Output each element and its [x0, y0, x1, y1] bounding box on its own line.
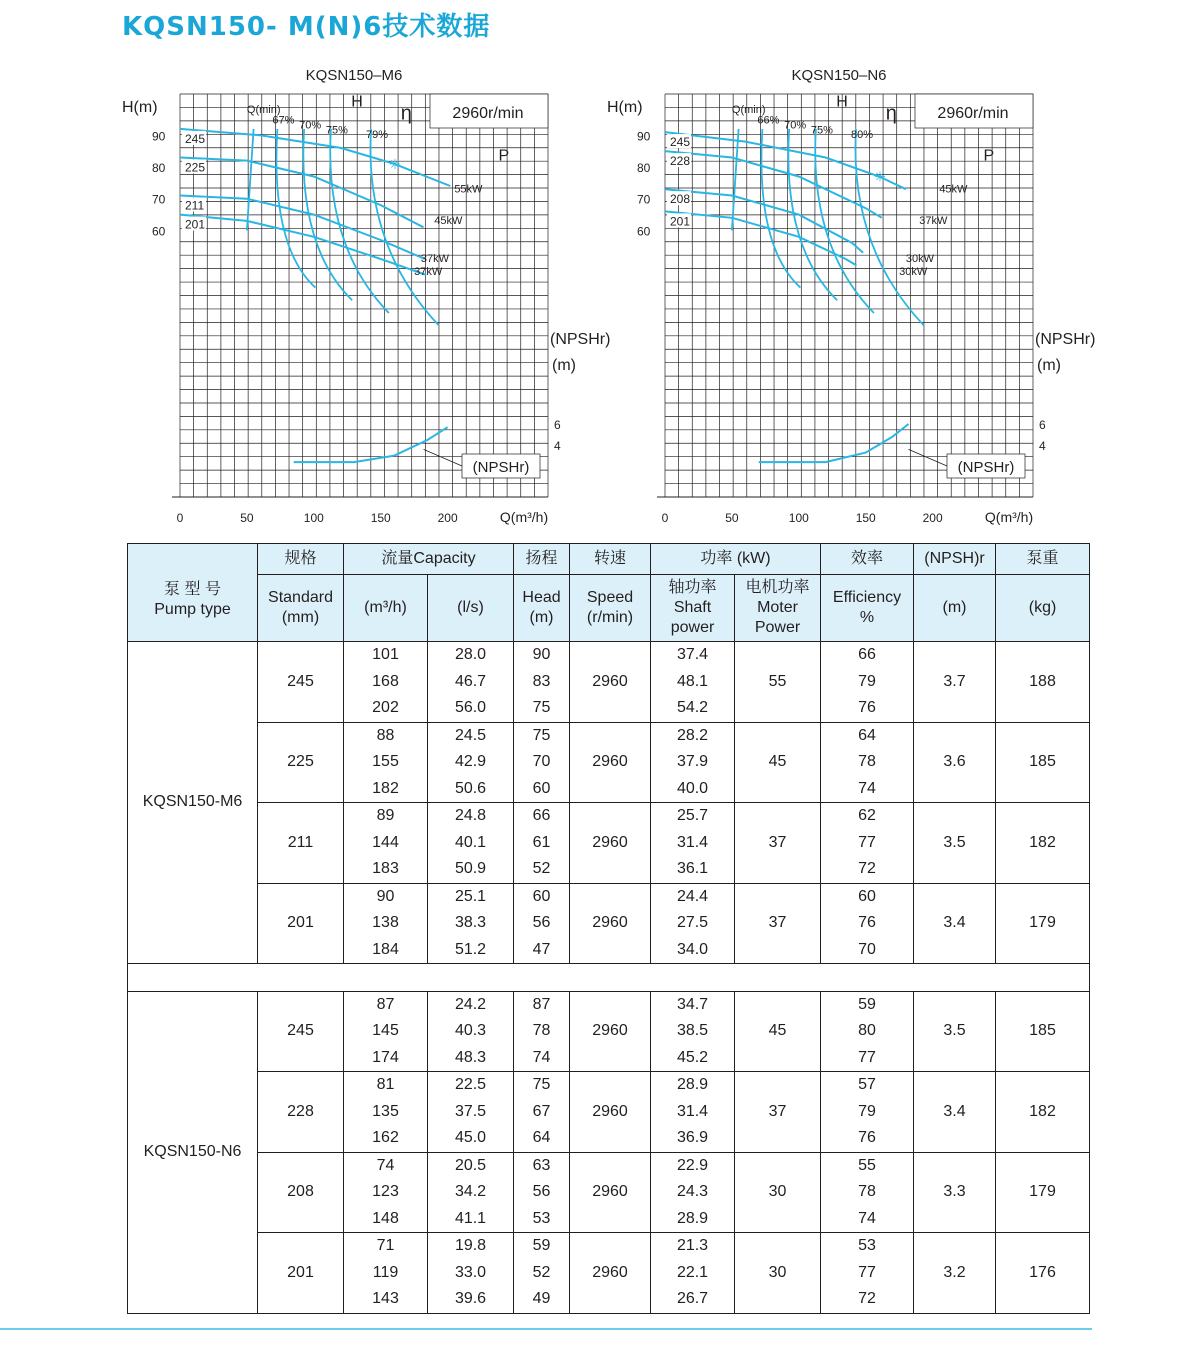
shaft-power-cell: 36.1	[651, 856, 735, 883]
capacity-m3-cell: 101	[344, 642, 428, 669]
capacity-ls-cell: 33.0	[428, 1260, 514, 1287]
capacity-m3-cell: 144	[344, 830, 428, 857]
capacity-m3-cell: 119	[344, 1260, 428, 1287]
head-cell: 52	[514, 856, 570, 883]
chart-1-power-label: 37kW	[919, 215, 948, 228]
header-row-1	[128, 544, 1090, 575]
npsh-cell: 3.2	[914, 1233, 996, 1314]
npsh-cell: 3.7	[914, 642, 996, 723]
shaft-power-cell: 48.1	[651, 669, 735, 696]
group-separator	[128, 964, 1090, 992]
chart-0-y-tick-label: 80	[152, 160, 166, 175]
model-cell: KQSN150-N6	[128, 991, 258, 1313]
standard-cell: 245	[258, 642, 344, 723]
header-npsh: (NPSH)r	[914, 544, 996, 575]
header-speed-en: Speed	[586, 589, 634, 606]
header-row-2	[128, 575, 1090, 642]
header-shaft-en2: power	[670, 619, 715, 636]
standard-cell: 208	[258, 1152, 344, 1233]
head-cell: 59	[514, 1233, 570, 1260]
head-cell: 83	[514, 669, 570, 696]
capacity-ls-cell: 39.6	[428, 1286, 514, 1313]
efficiency-cell: 77	[821, 830, 914, 857]
capacity-m3-cell: 90	[344, 883, 428, 910]
chart-1-y2-tick-label: 6	[1039, 418, 1046, 432]
weight-cell: 182	[996, 1072, 1090, 1153]
efficiency-cell: 72	[821, 1286, 914, 1313]
efficiency-cell: 72	[821, 856, 914, 883]
chart-0-speed-label: 2960r/min	[452, 105, 524, 122]
capacity-ls-cell: 41.1	[428, 1206, 514, 1233]
head-cell: 60	[514, 776, 570, 803]
header-speed-unit: (r/min)	[586, 609, 634, 626]
capacity-ls-cell: 34.2	[428, 1179, 514, 1206]
chart-0-curve-label: 225	[185, 160, 206, 175]
efficiency-cell: 76	[821, 1125, 914, 1152]
capacity-ls-cell: 42.9	[428, 749, 514, 776]
chart-0-efficiency-label: 75%	[325, 124, 348, 137]
motor-power-cell: 45	[735, 722, 821, 803]
chart-1-efficiency-arc	[761, 129, 800, 288]
chart-0-efficiency-arc	[370, 129, 439, 326]
footer-divider	[0, 1328, 1092, 1330]
efficiency-cell: 53	[821, 1233, 914, 1260]
shaft-power-cell: 27.5	[651, 910, 735, 937]
chart-1-efficiency-label: 75%	[810, 124, 833, 137]
shaft-power-cell: 22.1	[651, 1260, 735, 1287]
header-standard-unit: (mm)	[281, 609, 320, 626]
capacity-ls-cell: 40.3	[428, 1018, 514, 1045]
speed-cell: 2960	[570, 1233, 651, 1314]
speed-cell: 2960	[570, 642, 651, 723]
header-speed	[570, 575, 651, 642]
head-cell: 64	[514, 1125, 570, 1152]
capacity-ls-cell: 24.5	[428, 722, 514, 749]
capacity-ls-cell: 50.9	[428, 856, 514, 883]
capacity-ls-cell: 24.8	[428, 803, 514, 830]
capacity-ls-cell: 38.3	[428, 910, 514, 937]
header-speed-cn: 转速	[570, 544, 651, 575]
standard-cell: 201	[258, 1233, 344, 1314]
speed-cell: 2960	[570, 1072, 651, 1153]
capacity-m3-cell: 148	[344, 1206, 428, 1233]
chart-1-efficiency-label: 70%	[784, 119, 807, 132]
model-cell: KQSN150-M6	[128, 642, 258, 964]
capacity-ls-cell: 24.2	[428, 991, 514, 1018]
head-cell: 56	[514, 1179, 570, 1206]
table-row	[128, 642, 1090, 669]
capacity-m3-cell: 135	[344, 1099, 428, 1126]
efficiency-cell: 77	[821, 1045, 914, 1072]
chart-1-curve-label: 201	[670, 214, 691, 229]
head-cell: 67	[514, 1099, 570, 1126]
chart-1-efficiency-arc	[855, 129, 924, 326]
chart-0-y2-tick-label: 6	[554, 418, 561, 432]
shaft-power-cell: 28.9	[651, 1206, 735, 1233]
capacity-ls-cell: 50.6	[428, 776, 514, 803]
chart-1-y-tick-label: 60	[637, 224, 651, 239]
chart-0-power-label: 45kW	[434, 215, 463, 228]
efficiency-cell: 64	[821, 722, 914, 749]
chart-0-power-label: 37kW	[420, 253, 449, 266]
weight-cell: 179	[996, 883, 1090, 964]
chart-0-marker-h: H	[351, 93, 363, 111]
efficiency-cell: 79	[821, 1099, 914, 1126]
chart-0-marker-p: P	[498, 147, 510, 165]
shaft-power-cell: 40.0	[651, 776, 735, 803]
shaft-power-cell: 45.2	[651, 1045, 735, 1072]
capacity-m3-cell: 183	[344, 856, 428, 883]
chart-0-x-tick-label: 150	[370, 511, 391, 525]
header-standard-cn: 规格	[258, 544, 344, 575]
capacity-ls-cell: 51.2	[428, 937, 514, 964]
head-cell: 74	[514, 1045, 570, 1072]
npsh-cell: 3.5	[914, 803, 996, 884]
table-row	[128, 803, 1090, 830]
header-eff-cn: 效率	[821, 544, 914, 575]
table-body	[128, 642, 1090, 1314]
weight-cell: 179	[996, 1152, 1090, 1233]
chart-1-y-tick-label: 90	[637, 129, 651, 144]
efficiency-cell: 57	[821, 1072, 914, 1099]
head-cell: 90	[514, 642, 570, 669]
header-motor-en2: Power	[754, 619, 801, 636]
chart-0-title: KQSN150–M6	[305, 67, 403, 84]
head-cell: 87	[514, 991, 570, 1018]
capacity-ls-cell: 45.0	[428, 1125, 514, 1152]
header-pump-type	[128, 544, 258, 642]
shaft-power-cell: 37.4	[651, 642, 735, 669]
head-cell: 70	[514, 749, 570, 776]
weight-cell: 188	[996, 642, 1090, 723]
head-cell: 56	[514, 910, 570, 937]
motor-power-cell: 30	[735, 1152, 821, 1233]
header-standard-en: Standard	[268, 589, 333, 606]
header-motor-en1: Moter	[757, 599, 798, 616]
chart-1-y2label: (NPSHr)	[1035, 331, 1096, 348]
npsh-cell: 3.3	[914, 1152, 996, 1233]
motor-power-cell: 37	[735, 1072, 821, 1153]
standard-cell: 201	[258, 883, 344, 964]
chart-0-npsh-leader	[424, 449, 462, 466]
header-npsh-unit: (m)	[914, 575, 996, 642]
chart-1-y2-tick-label: 4	[1039, 439, 1046, 453]
chart-1-power-label: 30kW	[905, 253, 934, 266]
chart-1-speed-label: 2960r/min	[937, 105, 1009, 122]
chart-0-x-tick-label: 50	[240, 511, 254, 525]
capacity-m3-cell: 162	[344, 1125, 428, 1152]
capacity-m3-cell: 145	[344, 1018, 428, 1045]
capacity-ls-cell: 22.5	[428, 1072, 514, 1099]
shaft-power-cell: 37.9	[651, 749, 735, 776]
head-cell: 49	[514, 1286, 570, 1313]
table-row	[128, 1072, 1090, 1099]
efficiency-cell: 76	[821, 695, 914, 722]
chart-0-xlabel: Q(m³/h)	[499, 509, 549, 525]
header-eff-unit: %	[859, 609, 875, 626]
shaft-power-cell: 28.9	[651, 1072, 735, 1099]
table-row	[128, 722, 1090, 749]
header-capacity-ls: (l/s)	[428, 575, 514, 642]
chart-1-marker-qmin: Q(min)	[731, 104, 766, 117]
capacity-m3-cell: 81	[344, 1072, 428, 1099]
chart-0-y-tick-label: 60	[152, 224, 166, 239]
chart-1-npsh-leader	[909, 449, 947, 466]
capacity-m3-cell: 123	[344, 1179, 428, 1206]
header-pump-type-en: Pump type	[154, 600, 231, 618]
capacity-ls-cell: 56.0	[428, 695, 514, 722]
capacity-m3-cell: 138	[344, 910, 428, 937]
chart-0-marker-npsh: (NPSHr)	[472, 459, 530, 476]
weight-cell: 185	[996, 991, 1090, 1072]
head-cell: 60	[514, 883, 570, 910]
efficiency-cell: 59	[821, 991, 914, 1018]
chart-1-bep-marker: ✳	[874, 168, 886, 185]
chart-0-y2label: (NPSHr)	[550, 331, 611, 348]
chart-0-y2-tick-label: 4	[554, 439, 561, 453]
shaft-power-cell: 31.4	[651, 1099, 735, 1126]
capacity-m3-cell: 143	[344, 1286, 428, 1313]
motor-power-cell: 55	[735, 642, 821, 723]
efficiency-cell: 62	[821, 803, 914, 830]
table-row	[128, 1152, 1090, 1179]
chart-1-x-tick-label: 100	[788, 511, 809, 525]
capacity-ls-cell: 19.8	[428, 1233, 514, 1260]
chart-1-power-label: 30kW	[899, 265, 928, 278]
chart-0-efficiency-label: 67%	[272, 114, 295, 127]
chart-0-head-curve	[180, 155, 424, 228]
efficiency-cell: 77	[821, 1260, 914, 1287]
efficiency-cell: 78	[821, 749, 914, 776]
efficiency-cell: 74	[821, 1206, 914, 1233]
head-cell: 47	[514, 937, 570, 964]
chart-1-power-label: 45kW	[939, 183, 968, 196]
standard-cell: 211	[258, 803, 344, 884]
efficiency-cell: 55	[821, 1152, 914, 1179]
header-head-cn: 扬程	[514, 544, 570, 575]
capacity-ls-cell: 20.5	[428, 1152, 514, 1179]
capacity-m3-cell: 184	[344, 937, 428, 964]
chart-1-xlabel: Q(m³/h)	[984, 509, 1034, 525]
capacity-m3-cell: 155	[344, 749, 428, 776]
capacity-m3-cell: 202	[344, 695, 428, 722]
chart-0-bep-marker: ✳	[389, 155, 401, 172]
efficiency-cell: 66	[821, 642, 914, 669]
head-cell: 61	[514, 830, 570, 857]
shaft-power-cell: 24.3	[651, 1179, 735, 1206]
header-pump-type-cn: 泵 型 号	[164, 580, 221, 598]
efficiency-cell: 70	[821, 937, 914, 964]
chart-1-curve-label: 208	[670, 192, 691, 207]
capacity-ls-cell: 25.1	[428, 883, 514, 910]
header-head-unit: (m)	[529, 609, 554, 626]
standard-cell: 245	[258, 991, 344, 1072]
chart-0-y2unit: (m)	[552, 357, 576, 374]
speed-cell: 2960	[570, 991, 651, 1072]
header-weight-unit: (kg)	[996, 575, 1090, 642]
chart-1-x-tick-label: 200	[922, 511, 943, 525]
standard-cell: 225	[258, 722, 344, 803]
shaft-power-cell: 31.4	[651, 830, 735, 857]
chart-0-y-tick-label: 70	[152, 192, 166, 207]
header-power: 功率 (kW)	[651, 544, 821, 575]
speed-cell: 2960	[570, 803, 651, 884]
motor-power-cell: 37	[735, 803, 821, 884]
chart-0-x-tick-label: 200	[437, 511, 458, 525]
header-motor	[735, 575, 821, 642]
speed-cell: 2960	[570, 1152, 651, 1233]
header-weight-cn: 泵重	[996, 544, 1090, 575]
efficiency-cell: 78	[821, 1179, 914, 1206]
shaft-power-cell: 34.0	[651, 937, 735, 964]
efficiency-cell: 76	[821, 910, 914, 937]
chart-1-curve-label: 245	[670, 135, 691, 150]
chart-0-efficiency-label: 79%	[366, 129, 389, 142]
chart-0-x-tick-label: 0	[176, 511, 184, 525]
capacity-m3-cell: 71	[344, 1233, 428, 1260]
capacity-m3-cell: 89	[344, 803, 428, 830]
capacity-m3-cell: 174	[344, 1045, 428, 1072]
header-shaft-en1: Shaft	[673, 599, 712, 616]
shaft-power-cell: 24.4	[651, 883, 735, 910]
efficiency-cell: 79	[821, 669, 914, 696]
efficiency-cell: 80	[821, 1018, 914, 1045]
chart-0-power-label: 55kW	[454, 183, 483, 196]
head-cell: 63	[514, 1152, 570, 1179]
npsh-cell: 3.4	[914, 883, 996, 964]
capacity-ls-cell: 28.0	[428, 642, 514, 669]
capacity-ls-cell: 40.1	[428, 830, 514, 857]
header-eff	[821, 575, 914, 642]
header-motor-cn: 电机功率	[745, 579, 810, 596]
speed-cell: 2960	[570, 722, 651, 803]
chart-0-y-tick-label: 90	[152, 129, 166, 144]
chart-1-x-tick-label: 150	[855, 511, 876, 525]
capacity-ls-cell: 37.5	[428, 1099, 514, 1126]
npsh-cell: 3.6	[914, 722, 996, 803]
capacity-ls-cell: 46.7	[428, 669, 514, 696]
shaft-power-cell: 28.2	[651, 722, 735, 749]
chart-0-power-label: 37kW	[414, 265, 443, 278]
header-shaft-cn: 轴功率	[668, 579, 717, 596]
shaft-power-cell: 22.9	[651, 1152, 735, 1179]
capacity-m3-cell: 74	[344, 1152, 428, 1179]
page-title: KQSN150- M(N)6技术数据	[122, 12, 491, 42]
technical-data-table	[127, 543, 1090, 1314]
capacity-m3-cell: 182	[344, 776, 428, 803]
motor-power-cell: 45	[735, 991, 821, 1072]
chart-1-marker-p: P	[983, 147, 995, 165]
header-capacity: 流量Capacity	[344, 544, 514, 575]
capacity-m3-cell: 87	[344, 991, 428, 1018]
separator-cell	[128, 964, 1090, 992]
chart-1-curve-label: 228	[670, 154, 691, 169]
table-row	[128, 883, 1090, 910]
chart-1-x-tick-label: 0	[661, 511, 669, 525]
chart-0-efficiency-arc	[276, 129, 315, 288]
chart-1-efficiency-label: 80%	[851, 129, 874, 142]
chart-1-ylabel: H(m)	[607, 99, 643, 116]
chart-1-x-tick-label: 50	[725, 511, 739, 525]
chart-1-y2unit: (m)	[1037, 357, 1061, 374]
capacity-ls-cell: 48.3	[428, 1045, 514, 1072]
shaft-power-cell: 36.9	[651, 1125, 735, 1152]
chart-0-curve-label: 245	[185, 131, 206, 146]
head-cell: 75	[514, 695, 570, 722]
motor-power-cell: 30	[735, 1233, 821, 1314]
shaft-power-cell: 38.5	[651, 1018, 735, 1045]
table-row	[128, 991, 1090, 1018]
head-cell: 75	[514, 722, 570, 749]
shaft-power-cell: 34.7	[651, 991, 735, 1018]
efficiency-cell: 74	[821, 776, 914, 803]
header-head-en: Head	[522, 589, 561, 606]
shaft-power-cell: 21.3	[651, 1233, 735, 1260]
header-capacity-m3: (m³/h)	[344, 575, 428, 642]
efficiency-cell: 60	[821, 883, 914, 910]
chart-0-x-tick-label: 100	[303, 511, 324, 525]
chart-0-efficiency-label: 70%	[299, 119, 322, 132]
chart-1-y-tick-label: 80	[637, 160, 651, 175]
shaft-power-cell: 26.7	[651, 1286, 735, 1313]
shaft-power-cell: 54.2	[651, 695, 735, 722]
table-row	[128, 1233, 1090, 1260]
header-standard	[258, 575, 344, 642]
chart-1-marker-h: H	[836, 93, 848, 111]
weight-cell: 182	[996, 803, 1090, 884]
chart-0-marker-qmin: Q(min)	[246, 104, 281, 117]
npsh-cell: 3.5	[914, 991, 996, 1072]
head-cell: 52	[514, 1260, 570, 1287]
weight-cell: 185	[996, 722, 1090, 803]
chart-1-marker-eta: η	[885, 102, 897, 125]
head-cell: 75	[514, 1072, 570, 1099]
chart-0-marker-eta: η	[400, 102, 412, 125]
head-cell: 66	[514, 803, 570, 830]
chart-0-curve-label: 211	[185, 198, 205, 213]
chart-1-title: KQSN150–N6	[791, 67, 887, 84]
head-cell: 53	[514, 1206, 570, 1233]
chart-0-ylabel: H(m)	[122, 99, 158, 116]
header-shaft	[651, 575, 735, 642]
shaft-power-cell: 25.7	[651, 803, 735, 830]
chart-1-efficiency-label: 66%	[757, 114, 780, 127]
chart-0-curve-label: 201	[185, 217, 206, 232]
head-cell: 78	[514, 1018, 570, 1045]
chart-1-marker-npsh: (NPSHr)	[957, 459, 1015, 476]
motor-power-cell: 37	[735, 883, 821, 964]
npsh-cell: 3.4	[914, 1072, 996, 1153]
capacity-m3-cell: 168	[344, 669, 428, 696]
speed-cell: 2960	[570, 883, 651, 964]
header-head	[514, 575, 570, 642]
capacity-m3-cell: 88	[344, 722, 428, 749]
header-eff-en: Efficiency	[832, 589, 902, 606]
performance-charts	[0, 60, 1201, 530]
standard-cell: 228	[258, 1072, 344, 1153]
weight-cell: 176	[996, 1233, 1090, 1314]
chart-1-y-tick-label: 70	[637, 192, 651, 207]
